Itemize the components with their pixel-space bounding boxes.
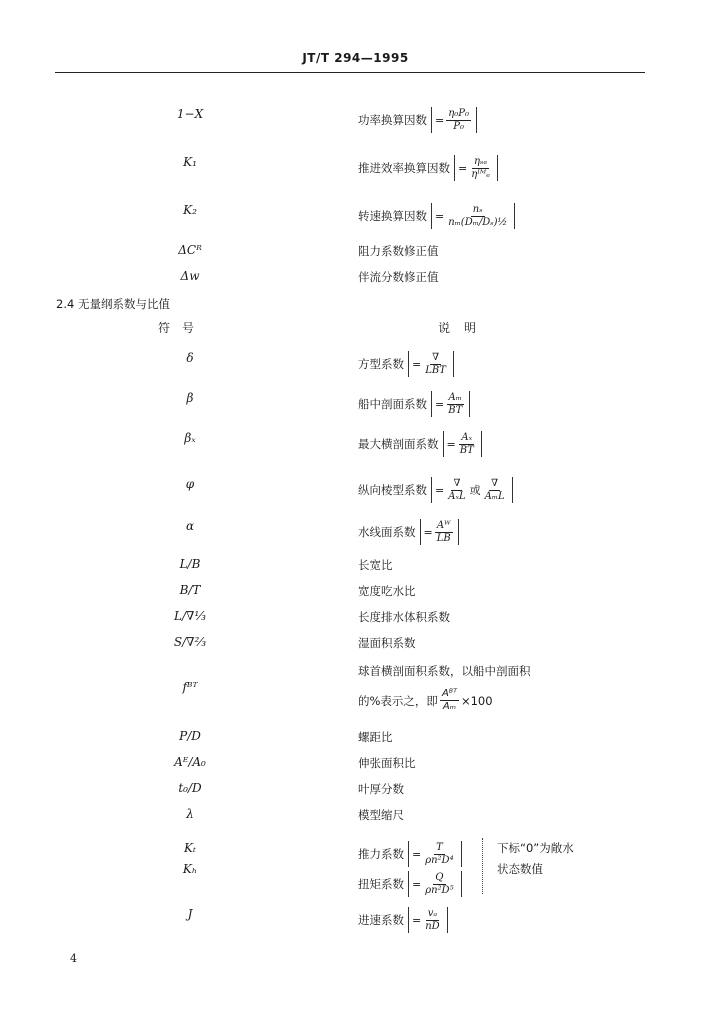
formula: $\frac{\text{Aᴮᵀ}}{\text{Aₘ}}$ xyxy=(441,688,457,712)
symbol: fᴮᵀ xyxy=(182,680,198,694)
row-prismatic-coefficient xyxy=(0,474,711,502)
column-header-symbol: 符号 xyxy=(158,321,207,335)
description: 阻力系数修正值 xyxy=(358,244,439,258)
description: 水线面系数 xyxy=(358,525,416,539)
symbol: L/∇⅓ xyxy=(173,609,207,623)
description: 推进效率换算因数 xyxy=(358,161,450,175)
row-beam-draft xyxy=(0,580,711,602)
symbol: α xyxy=(185,519,195,533)
symbol: β xyxy=(186,391,194,405)
description: 船中剖面系数 xyxy=(358,397,427,411)
description: 进速系数 xyxy=(358,913,404,927)
row-advance-coefficient xyxy=(0,904,711,932)
description: 长度排水体积系数 xyxy=(358,610,450,624)
column-header-description: 说明 xyxy=(438,321,491,335)
description: 扭矩系数 xyxy=(358,877,404,891)
formula: = $\frac{\nabla}{\text{AₓL}}$ 或 $\frac{\nabla}{\text{AₘL}}$ xyxy=(431,477,513,503)
symbol: λ xyxy=(186,807,194,821)
symbol: B/T xyxy=(179,583,201,597)
formula: = $\frac{T}{\text{ρn²D⁴}}$ xyxy=(408,841,462,867)
symbol: P/D xyxy=(179,729,201,743)
description: 螺距比 xyxy=(358,730,393,744)
row-power-factor xyxy=(0,104,711,132)
symbol: K₂ xyxy=(183,203,197,217)
formula: = $\frac{\text{Aᵂ}}{LB}$ xyxy=(420,519,459,545)
description: 湿面积系数 xyxy=(358,636,416,650)
symbol: φ xyxy=(185,477,195,491)
row-thickness-fraction xyxy=(0,778,711,800)
row-max-section-coefficient xyxy=(0,428,711,456)
symbol: t₀/D xyxy=(178,781,202,795)
symbol: Aᴱ/A₀ xyxy=(174,755,206,769)
description: 转速换算因数 xyxy=(358,209,427,223)
page-header: JT/T 294—1995 xyxy=(302,51,409,65)
formula: = $\frac{\nabla}{\text{LBT}}$ xyxy=(408,351,454,377)
symbol: ΔCᴿ xyxy=(178,243,202,257)
row-length-displacement xyxy=(0,606,711,628)
row-torque-coefficient xyxy=(0,862,711,896)
description: 长宽比 xyxy=(358,558,393,572)
formula: = $\frac{\text{ηₛₑ}}{\text{ηᴵᴹₑ}}$ xyxy=(454,155,498,181)
row-waterplane-coefficient xyxy=(0,516,711,544)
description: 球首横剖面积系数，以船中剖面积 xyxy=(358,664,531,678)
formula: = $\frac{\text{Aₓ}}{BT}$ xyxy=(443,431,482,457)
row-resistance-correction xyxy=(0,240,711,262)
row-area-ratio xyxy=(0,752,711,774)
symbol: K₁ xyxy=(183,155,197,169)
header-rule xyxy=(55,72,645,73)
formula: = $\frac{Q}{\text{ρn²D⁵}}$ xyxy=(408,871,462,897)
description: 宽度吃水比 xyxy=(358,584,416,598)
description: 伴流分数修正值 xyxy=(358,270,439,284)
symbol: L/B xyxy=(179,557,201,571)
row-propulsive-factor xyxy=(0,152,711,180)
formula: = $\frac{\text{Aₘ}}{BT}$ xyxy=(431,391,470,417)
symbol: Kₕ xyxy=(182,862,198,876)
row-bulb-section: fᴮᵀ 球首横剖面积系数，以船中剖面积 的%表示之，即 $\frac{\text{Aᴮᵀ}}{\text{Aₘ}}$ ×100 xyxy=(0,660,711,682)
row-thrust-coefficient xyxy=(0,838,711,866)
row-model-scale xyxy=(0,804,711,826)
symbol: Δw xyxy=(180,269,200,283)
formula: = $\frac{\text{η₀P₀}}{\text{P₀}}$ xyxy=(431,107,477,133)
description: 伸张面积比 xyxy=(358,756,416,770)
formula: = $\frac{\text{vₐ}}{nD}$ xyxy=(408,907,448,933)
description: 叶厚分数 xyxy=(358,782,404,796)
description: 推力系数 xyxy=(358,847,404,861)
row-block-coefficient xyxy=(0,348,711,376)
open-water-note: 下标“0”为敞水 状态数值 xyxy=(482,838,574,894)
description: 功率换算因数 xyxy=(358,113,427,127)
symbol: S/∇⅔ xyxy=(173,635,207,649)
symbol: 1−X xyxy=(176,107,204,121)
row-wetted-surface xyxy=(0,632,711,654)
page-number: 4 xyxy=(70,952,77,965)
description: 纵向棱型系数 xyxy=(358,483,427,497)
row-wake-correction xyxy=(0,266,711,288)
row-midship-coefficient xyxy=(0,388,711,416)
row-pitch-ratio xyxy=(0,726,711,748)
description: 方型系数 xyxy=(358,357,404,371)
row-length-beam xyxy=(0,554,711,576)
section-title: 2.4 无量纲系数与比值 xyxy=(56,297,170,311)
symbol: Kₜ xyxy=(184,841,196,855)
symbol: δ xyxy=(186,351,194,365)
symbol: J xyxy=(187,907,193,921)
formula: = $\frac{\text{nₛ}}{\text{nₘ(Dₘ/Dₛ)½}}$ xyxy=(431,203,515,229)
description: 最大横剖面系数 xyxy=(358,437,439,451)
row-rpm-factor xyxy=(0,200,711,228)
symbol: βₓ xyxy=(184,431,196,445)
description: 模型缩尺 xyxy=(358,808,404,822)
